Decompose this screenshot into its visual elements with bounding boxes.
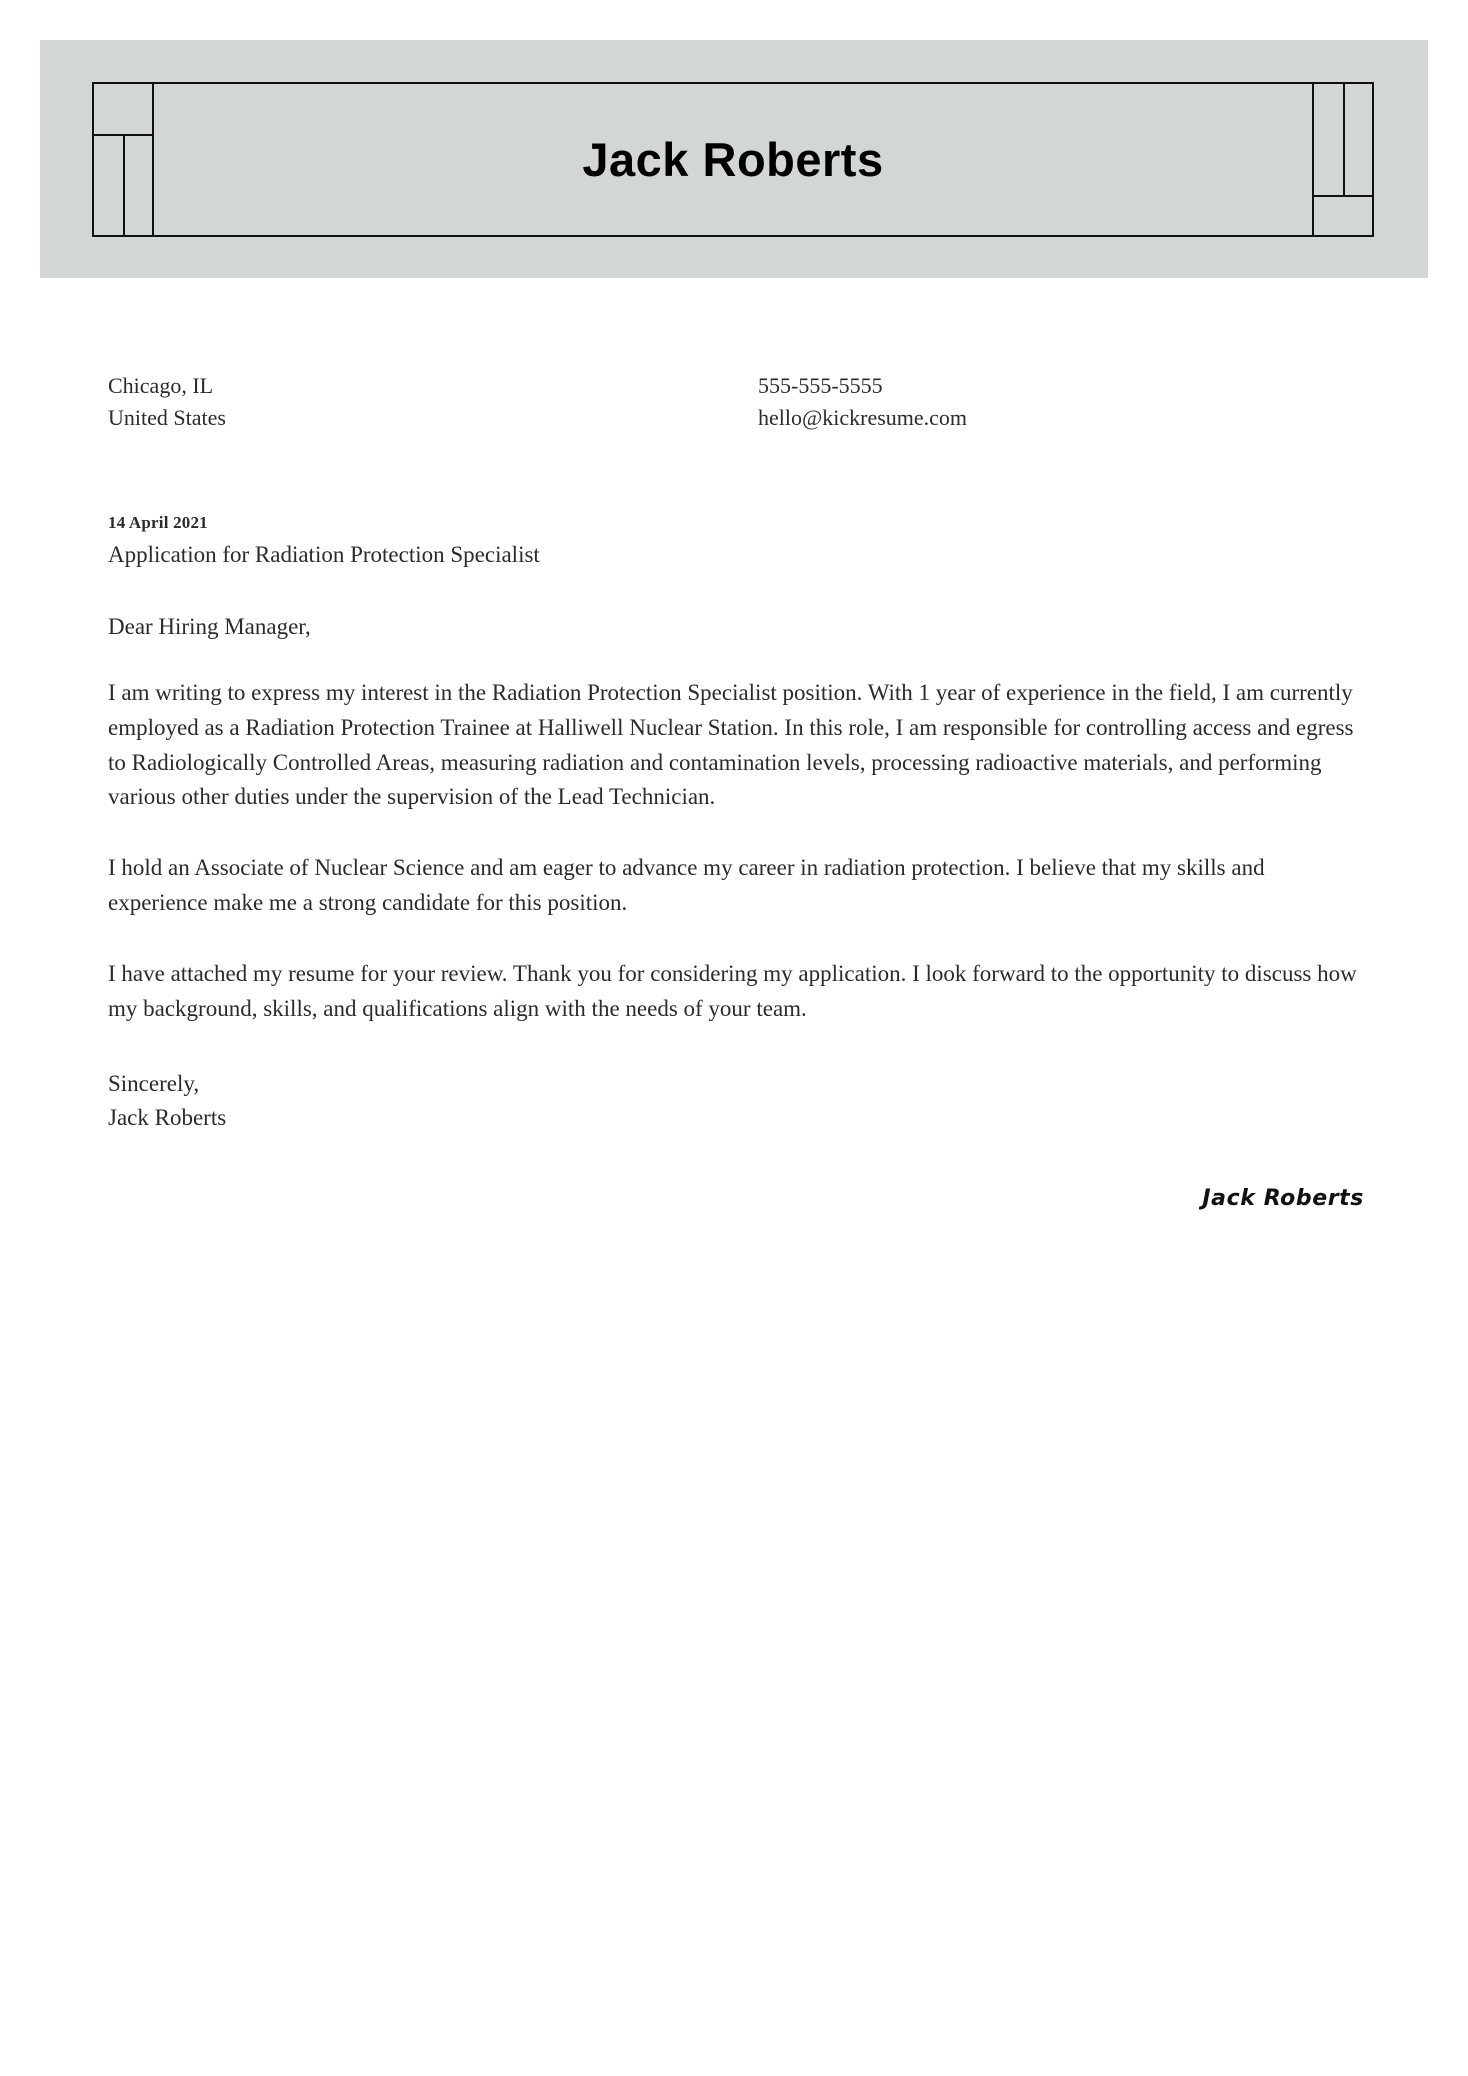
- letter-body: [108, 370, 1366, 1211]
- letter-paragraph: I hold an Associate of Nuclear Science and am eager to advance my career in radiation protection. I believe that my skills and experience make me a strong candidate for this position.: [108, 855, 1265, 916]
- signature: Jack Roberts: [1202, 1185, 1364, 1211]
- closing-name: Jack Roberts: [108, 1104, 227, 1130]
- header-decorative-frame: [92, 82, 1374, 237]
- letter-paragraph: I have attached my resume for your review. Thank you for considering my application. I look forward to the opportunity to discuss how my background, skills, and qualifications align with the needs of your team.: [108, 961, 1357, 1022]
- letter-salutation: Dear Hiring Manager,: [108, 613, 311, 639]
- letter-date: 14 April 2021: [108, 512, 208, 532]
- closing-word: Sincerely,: [108, 1071, 200, 1097]
- contact-city: Chicago, IL: [108, 373, 214, 398]
- contact-phone: 555-555-5555: [758, 373, 883, 398]
- contact-block: [108, 370, 1366, 434]
- letter-subject: Application for Radiation Protection Specialist: [108, 542, 540, 568]
- letter-paragraph: I am writing to express my interest in the Radiation Protection Specialist position. With 1 year of experience in the field, I am currently employed as a Radiation Protection Trainee at Halliwell Nuclear Station. In this role, I am responsible for controlling access and egress to Radiologically Controlled Areas, measuring radiation and contamination levels, processing radioactive materials, and performing various other duties under the supervision of the Lead Technician.: [108, 679, 1354, 810]
- contact-email[interactable]: hello@kickresume.com: [758, 404, 968, 430]
- page-title: Jack Roberts: [582, 133, 884, 186]
- contact-country: United States: [108, 404, 226, 430]
- letter-meta: [108, 510, 1366, 572]
- header-decoration-right-vertical: [1343, 84, 1345, 197]
- header-decoration-right: [1312, 84, 1372, 235]
- contact-location: [108, 370, 758, 434]
- contact-details: [758, 370, 1366, 434]
- header-band: [40, 40, 1428, 278]
- letter-closing: [108, 1067, 1366, 1134]
